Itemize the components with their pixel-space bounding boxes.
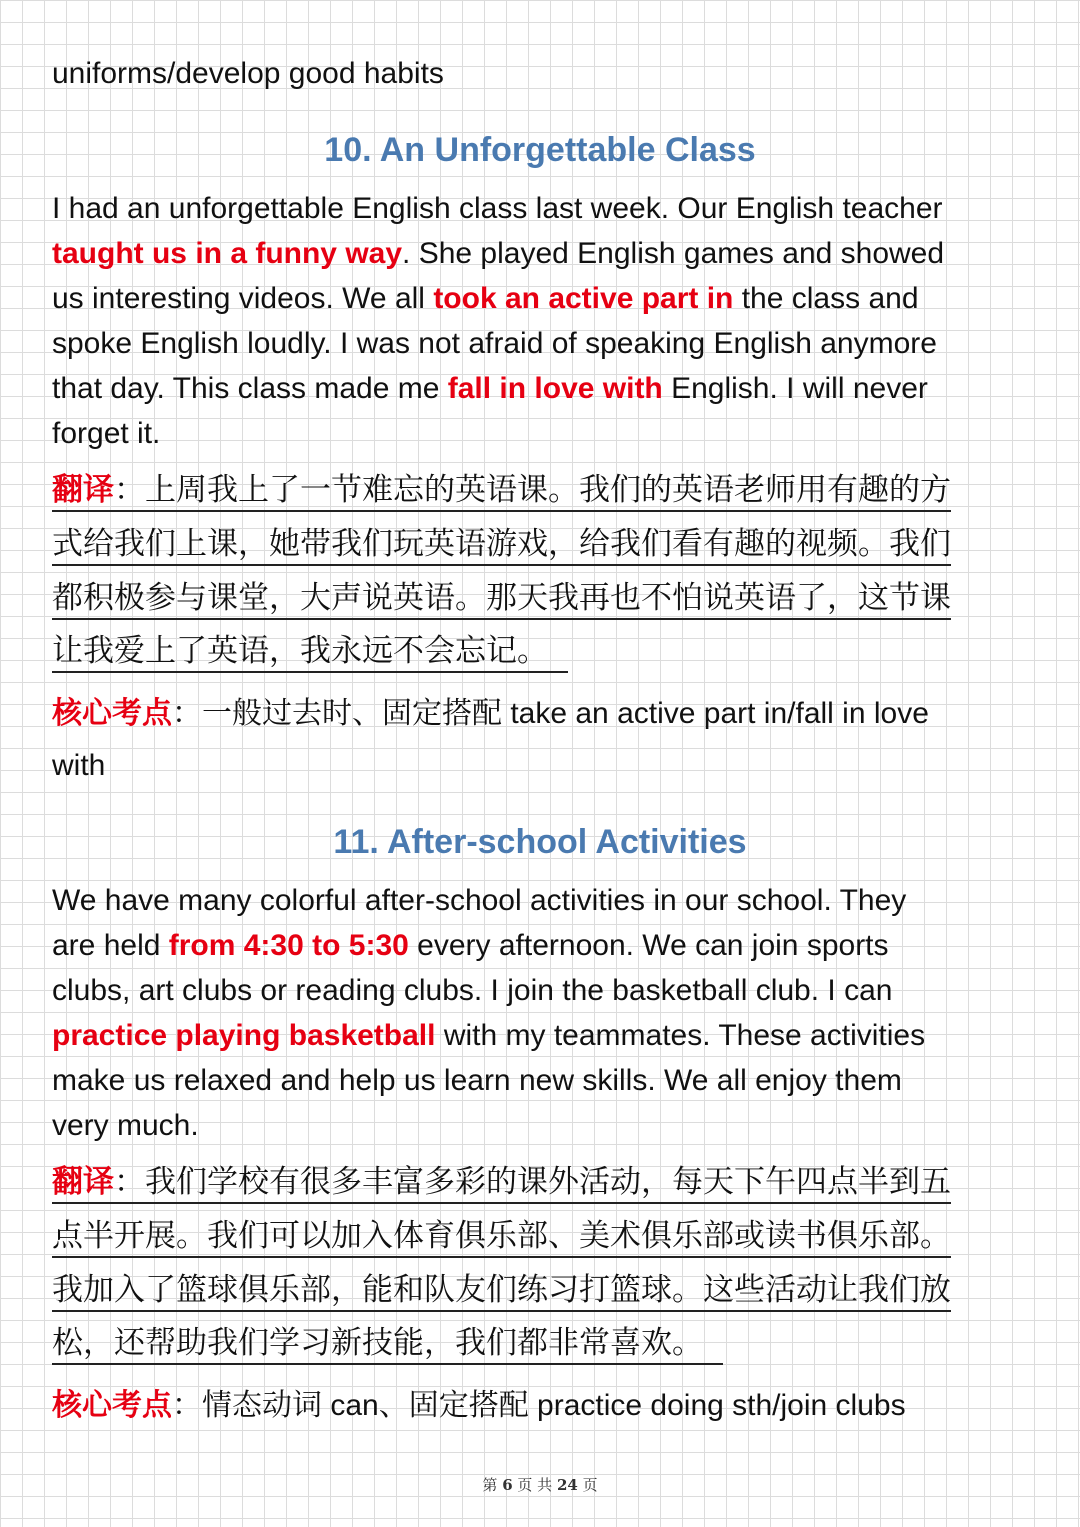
continued-text-line: uniforms/develop good habits [52,57,444,90]
essay-10-line-3: us interesting videos. We all took an active part in the class and [52,282,919,315]
translation-10-line-4: 让我爱上了英语，我永远不会忘记。 [52,631,568,673]
page-total: 24 [556,1476,578,1494]
key-phrase-took-part: took an active part in [433,282,734,315]
key-phrase-practice: practice playing basketball [52,1019,436,1052]
key-points-label: 核心考点 [52,1389,172,1422]
essay-11-line-3: clubs, art clubs or reading clubs. I join the basketball club. I can [52,974,893,1007]
key-points-11-line-1: 核心考点：情态动词 can、固定搭配 practice doing sth/join clubs [52,1389,906,1422]
essay-10-line-2: taught us in a funny way. She played English games and showed [52,237,945,270]
page-footer: 第 6 页 共 24 页 [482,1476,598,1494]
translation-11-line-4: 松，还帮助我们学习新技能，我们都非常喜欢。 [52,1323,723,1365]
essay-10-line-6: forget it. [52,417,161,450]
translation-10-line-1: 翻译：上周我上了一节难忘的英语课。我们的英语老师用有趣的方 [52,470,951,512]
translation-label: 翻译 [52,472,114,508]
translation-label: 翻译 [52,1164,114,1200]
essay-10-line-1: I had an unforgettable English class last week. Our English teacher [52,192,943,225]
essay-11-line-1: We have many colorful after-school activities in our school. They [52,884,907,917]
essay-11-line-2: are held from 4:30 to 5:30 every afternoon. We can join sports [52,929,889,962]
key-points-10-line-1: 核心考点：一般过去时、固定搭配 take an active part in/fall in love [52,697,929,730]
essay-11-line-4: practice playing basketball with my teammates. These activities [52,1019,926,1052]
translation-11-line-3: 我加入了篮球俱乐部，能和队友们练习打篮球。这些活动让我们放 [52,1270,951,1312]
translation-11-line-2: 点半开展。我们可以加入体育俱乐部、美术俱乐部或读书俱乐部。 [52,1216,951,1258]
essay-11-line-6: very much. [52,1109,199,1142]
translation-10-line-2: 式给我们上课，她带我们玩英语游戏，给我们看有趣的视频。我们 [52,524,951,566]
essay-11-line-5: make us relaxed and help us learn new skills. We all enjoy them [52,1064,902,1097]
translation-10-line-3: 都积极参与课堂，大声说英语。那天我再也不怕说英语了，这节课 [52,578,951,620]
key-phrase-taught-us: taught us in a funny way [52,237,403,270]
key-phrase-time: from 4:30 to 5:30 [168,929,409,962]
essay-10-line-5: that day. This class made me fall in love with English. I will never [52,372,928,405]
key-points-label: 核心考点 [52,697,172,730]
page-number: 6 [502,1476,513,1494]
key-points-10-line-2: with [52,749,106,782]
section-10-title: 10. An Unforgettable Class [324,131,756,169]
key-phrase-fall-in-love: fall in love with [447,372,663,405]
essay-10-line-4: spoke English loudly. I was not afraid of speaking English anymore [52,327,937,360]
translation-11-line-1: 翻译：我们学校有很多丰富多彩的课外活动，每天下午四点半到五 [52,1162,951,1204]
section-11-title: 11. After-school Activities [333,823,747,861]
